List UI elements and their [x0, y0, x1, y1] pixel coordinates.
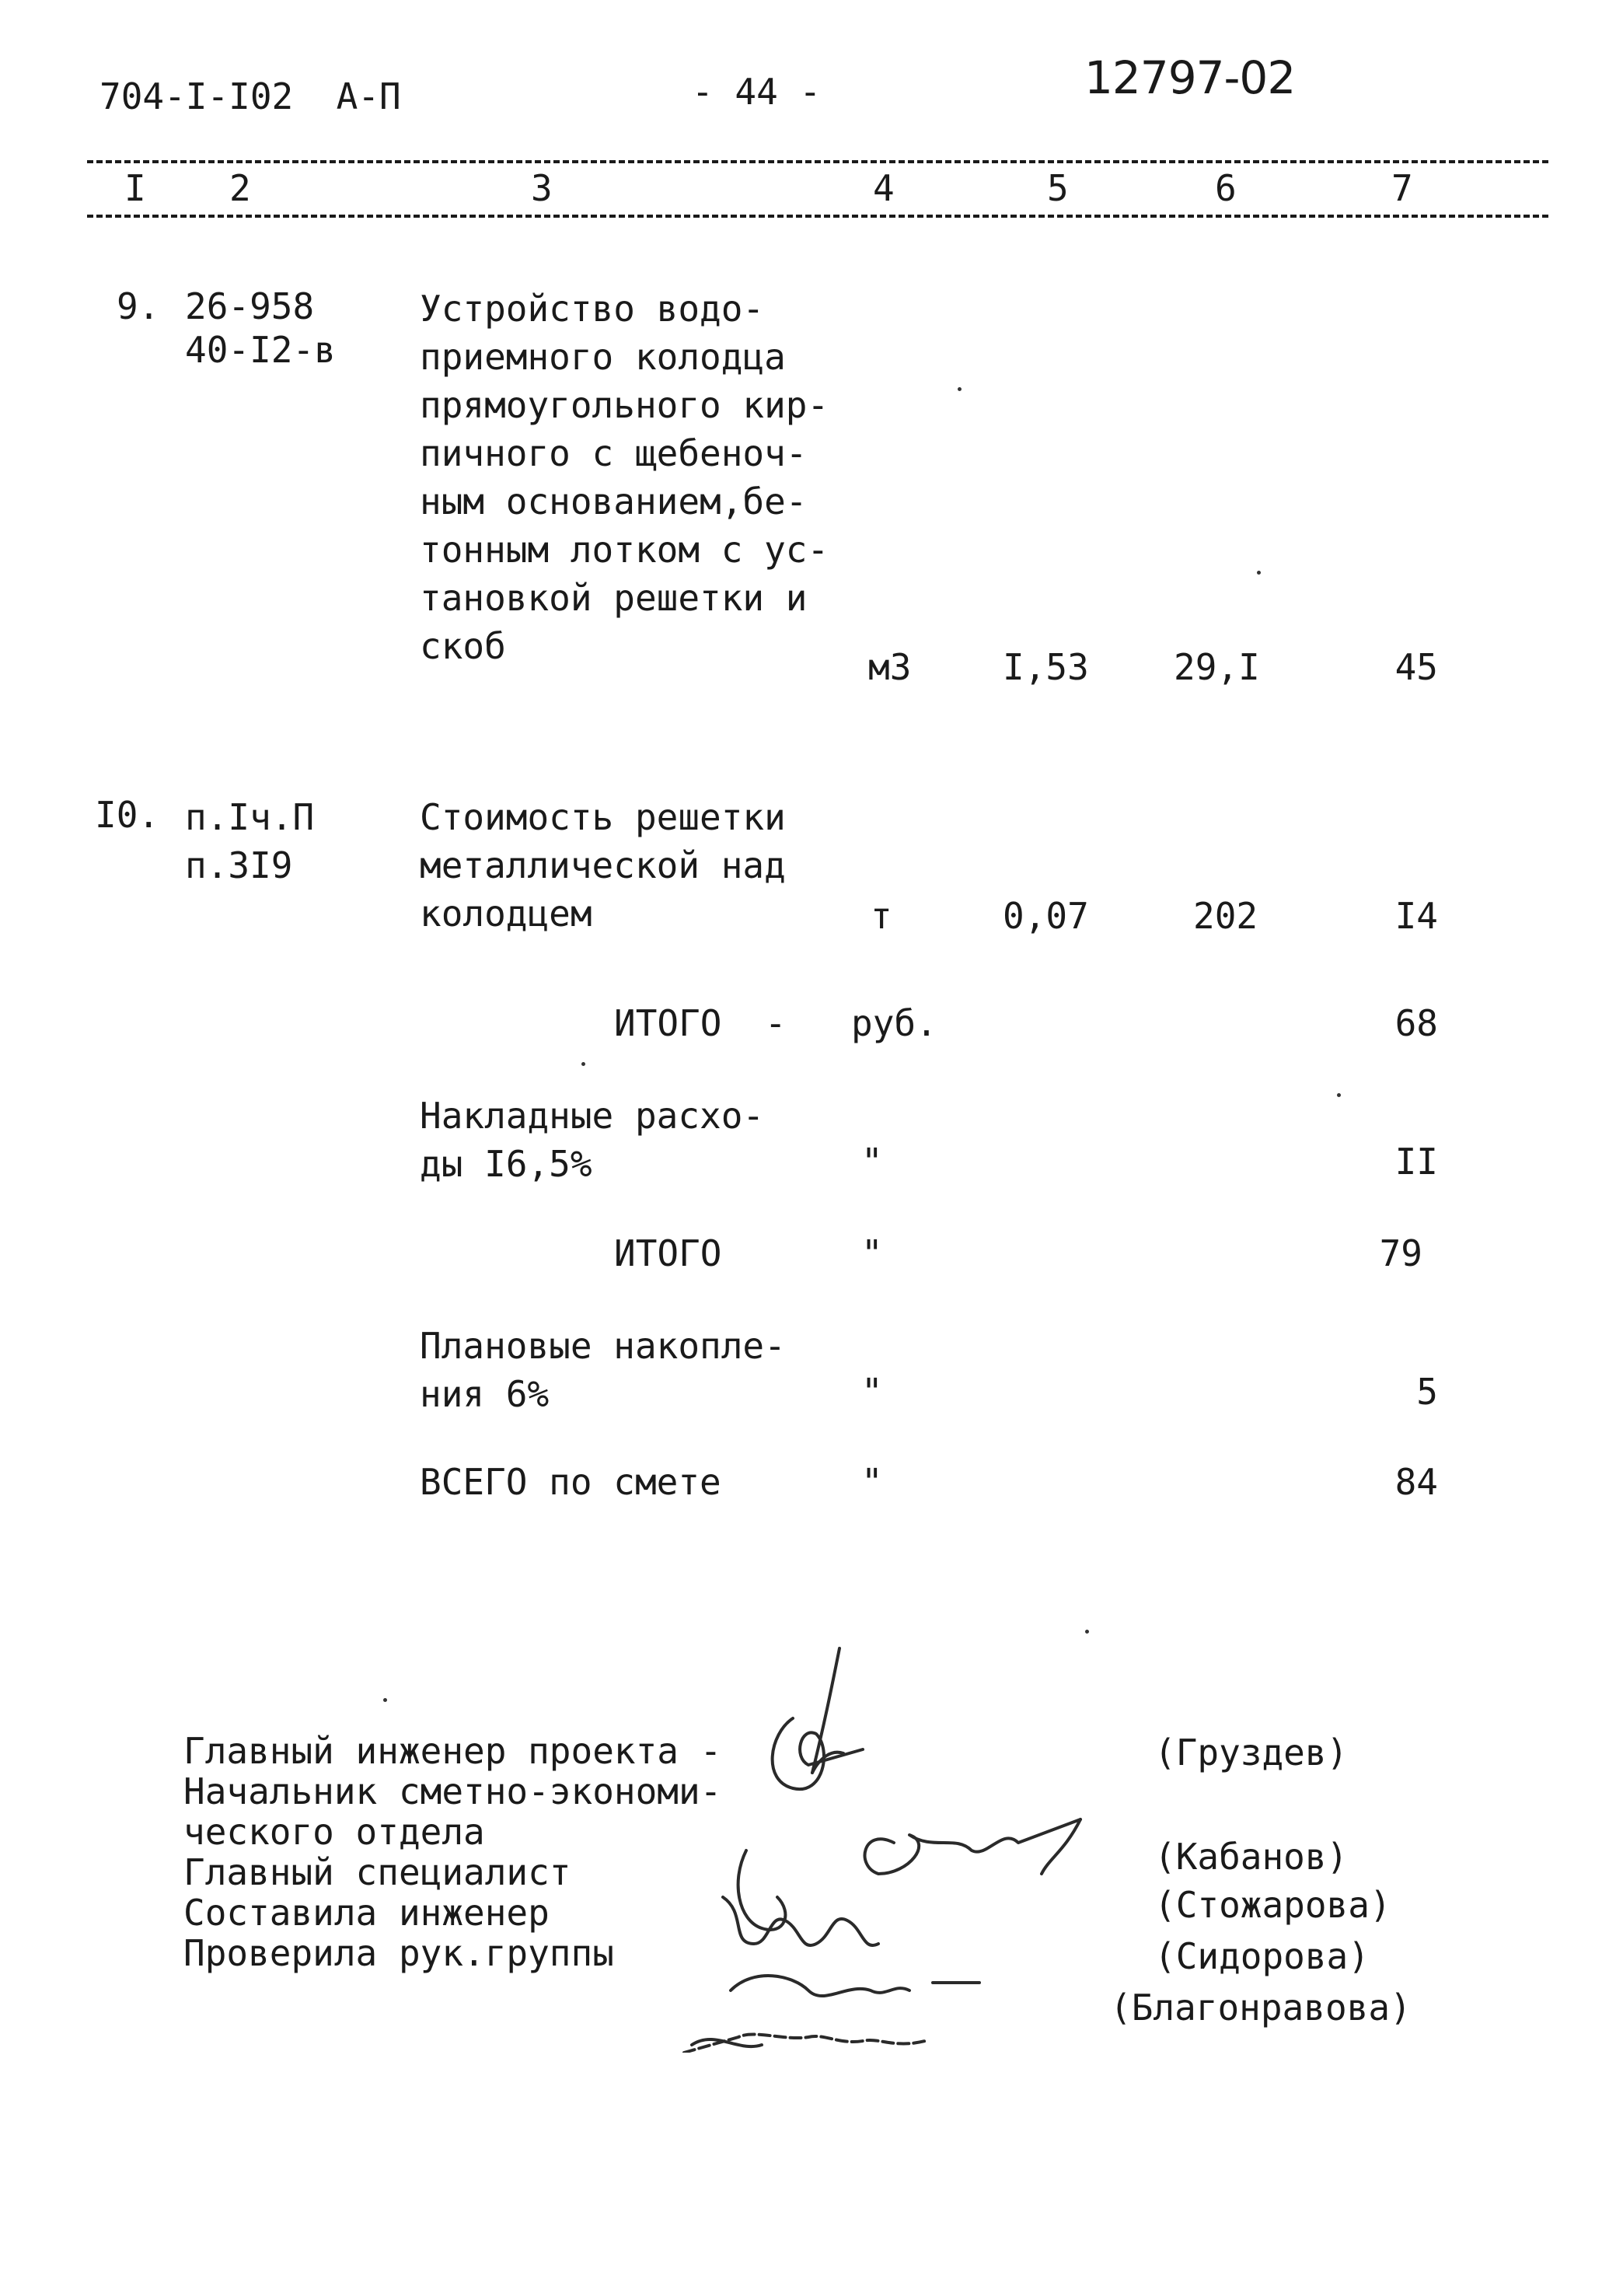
signatory-title: Начальник сметно-экономи-	[183, 1770, 722, 1812]
unit: м3	[868, 646, 912, 688]
code-line: 26-958	[185, 285, 315, 327]
column-number: I	[124, 167, 146, 209]
itogo-total: 68	[1394, 1002, 1438, 1044]
signatory-title: Главный специалист	[183, 1851, 571, 1893]
scan-speck	[1257, 571, 1261, 575]
desc-line: Накладные расхо-	[420, 1095, 765, 1137]
document-code: 704-I-I02 А-П	[99, 75, 401, 117]
total: 45	[1394, 646, 1438, 688]
row-code	[185, 285, 336, 372]
row-code	[185, 793, 314, 889]
signatory-title: Составила инженер	[183, 1892, 550, 1934]
desc-line: металлической над	[420, 844, 786, 886]
desc-line: ным основанием,бе-	[420, 481, 808, 522]
itogo-unit: "	[861, 1232, 883, 1274]
signatory-name: (Кабанов)	[1154, 1836, 1349, 1878]
code-line: п.Iч.П	[185, 796, 315, 838]
signatory-name: (Благонравова)	[1110, 1987, 1412, 2029]
desc-line: Устройство водо-	[420, 288, 765, 330]
column-number: 3	[531, 167, 553, 209]
desc-line: скоб	[420, 625, 506, 667]
dashed-rule-top	[87, 160, 1548, 163]
scan-speck	[581, 1062, 585, 1066]
unit-price: 29,I	[1174, 646, 1260, 688]
itogo-label: ИТОГО	[614, 1232, 722, 1274]
scan-speck	[1337, 1093, 1341, 1097]
vsego-total: 84	[1394, 1461, 1438, 1503]
unit: т	[871, 895, 892, 937]
desc-line: ды I6,5%	[420, 1143, 592, 1185]
signatory-name: (Груздев)	[1154, 1732, 1349, 1774]
signatory-title: Проверила рук.группы	[183, 1932, 614, 1974]
planned-unit: "	[861, 1371, 883, 1413]
desc-line: пичного с щебеноч-	[420, 432, 808, 474]
scan-speck	[958, 387, 962, 391]
unit-price: 202	[1193, 895, 1258, 937]
row-description	[420, 793, 786, 938]
itogo-total: 79	[1379, 1232, 1422, 1274]
handwritten-signatures	[676, 1617, 1112, 2053]
overhead-total: II	[1394, 1141, 1438, 1183]
row-number: I0.	[95, 794, 160, 836]
column-number: 6	[1215, 167, 1237, 209]
row-number: 9.	[117, 285, 160, 327]
vsego-unit: "	[861, 1461, 883, 1503]
desc-line: Плановые накопле-	[420, 1325, 786, 1367]
desc-line: колодцем	[420, 893, 592, 935]
planned-label	[420, 1322, 786, 1418]
scan-speck	[1085, 1630, 1089, 1634]
overhead-label	[420, 1092, 764, 1188]
quantity: 0,07	[1003, 895, 1089, 937]
column-number: 4	[873, 167, 895, 209]
page-number: - 44 -	[692, 71, 822, 113]
column-number: 2	[229, 167, 251, 209]
column-number: 7	[1391, 167, 1413, 209]
total: I4	[1394, 895, 1438, 937]
desc-line: Стоимость решетки	[420, 796, 786, 838]
document-number: 12797-02	[1084, 51, 1296, 104]
signatory-name: (Сидорова)	[1154, 1935, 1370, 1977]
itogo-unit: руб.	[851, 1002, 937, 1044]
column-number: 5	[1047, 167, 1069, 209]
quantity: I,53	[1003, 646, 1089, 688]
desc-line: тановкой решетки и	[420, 577, 808, 619]
signatory-title: Главный инженер проекта -	[183, 1730, 722, 1772]
row-description	[420, 285, 829, 670]
desc-line: тонным лотком с ус-	[420, 529, 829, 571]
code-line: 40-I2-в	[185, 329, 336, 371]
desc-line: приемного колодца	[420, 336, 786, 378]
scan-speck	[383, 1698, 387, 1702]
itogo-label: ИТОГО -	[614, 1002, 787, 1044]
overhead-unit: "	[861, 1141, 883, 1183]
signatory-name: (Стожарова)	[1154, 1884, 1391, 1926]
planned-total: 5	[1416, 1371, 1438, 1413]
desc-line: прямоугольного кир-	[420, 384, 829, 426]
code-line: п.3I9	[185, 844, 293, 886]
vsego-label: ВСЕГО по смете	[420, 1461, 721, 1503]
desc-line: ния 6%	[420, 1373, 550, 1415]
signatory-title: ческого отдела	[183, 1811, 485, 1853]
dashed-rule-bottom	[87, 215, 1548, 218]
signatory-titles	[183, 1731, 721, 1973]
